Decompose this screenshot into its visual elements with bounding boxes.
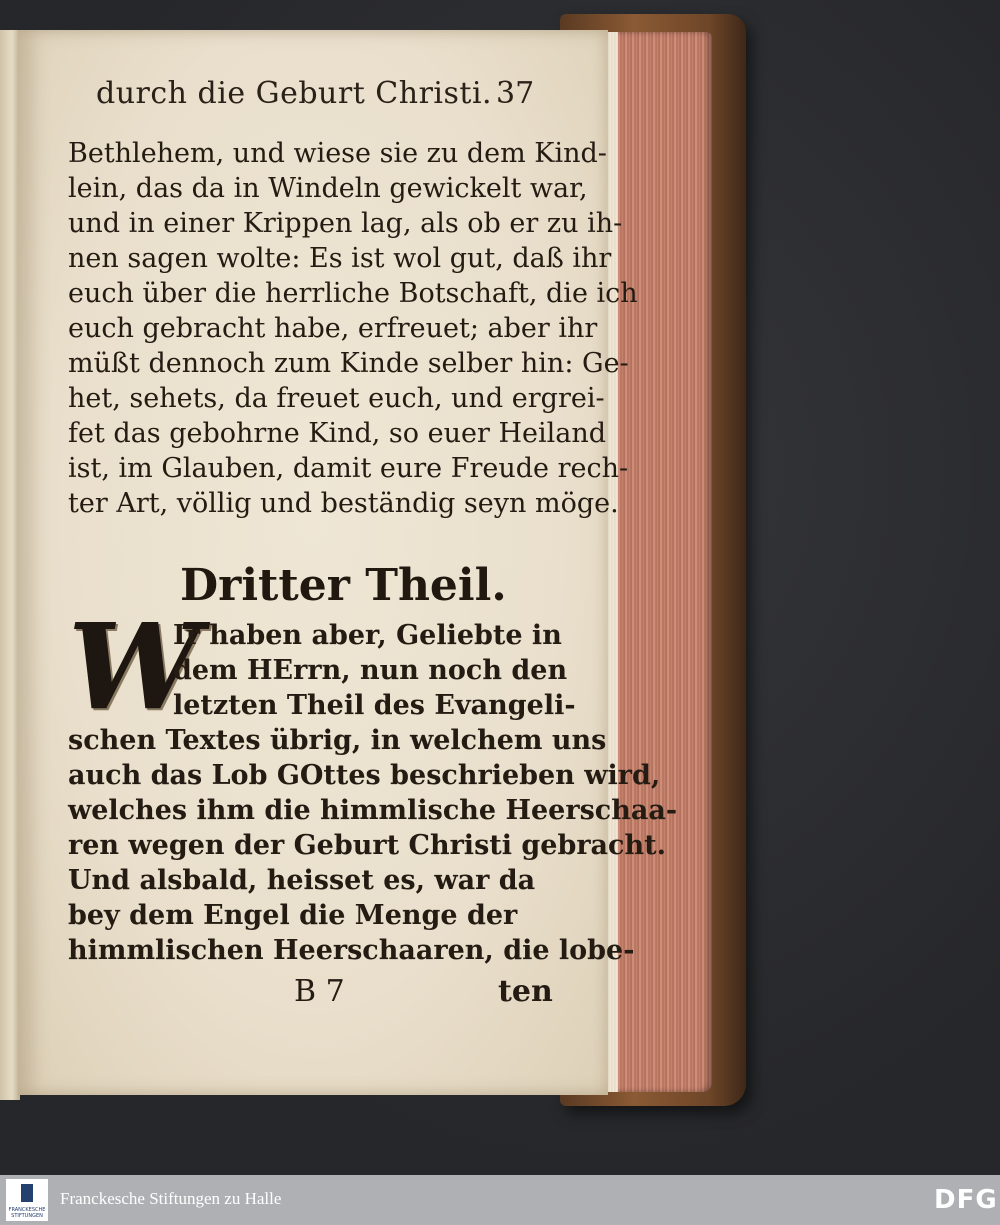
page-edges xyxy=(600,32,712,1092)
book-page xyxy=(18,30,678,1095)
text-line: euch gebracht habe, erfreuet; aber ihr xyxy=(68,313,598,344)
left-page-edge xyxy=(0,30,20,1100)
logo-text: FRANCKESCHE STIFTUNGEN xyxy=(8,1207,46,1219)
text-line: lein, das da in Windeln gewickelt war, xyxy=(68,173,588,204)
text-line: euch über die herrliche Botschaft, die ich xyxy=(68,278,638,309)
text-line: und in einer Krippen lag, als ob er zu ih- xyxy=(68,208,623,239)
section-heading: Dritter Theil. xyxy=(180,560,507,611)
text-line: ist, im Glauben, damit eure Freude rech- xyxy=(68,453,629,484)
text-line: bey dem Engel die Menge der xyxy=(68,900,518,931)
text-line: Bethlehem, und wiese sie zu dem Kind- xyxy=(68,138,607,169)
page-number: 37 xyxy=(496,76,535,111)
text-line: dem HErrn, nun noch den xyxy=(173,655,568,686)
text-line: letzten Theil des Evangeli- xyxy=(173,690,576,721)
text-line: nen sagen wolte: Es ist wol gut, daß ihr xyxy=(68,243,612,274)
text-line: het, sehets, da freuet euch, und ergrei- xyxy=(68,383,605,414)
text-line: fet das gebohrne Kind, so euer Heiland xyxy=(68,418,607,449)
dfg-logo[interactable]: DFG xyxy=(934,1185,998,1215)
text-line: welches ihm die himmlische Heerschaa- xyxy=(68,795,678,826)
institution-link[interactable]: Franckesche Stiftungen zu Halle xyxy=(60,1189,282,1208)
catchword: ten xyxy=(498,974,553,1009)
running-head: durch die Geburt Christi. xyxy=(96,76,493,111)
text-line: Ir haben aber, Geliebte in xyxy=(173,620,562,651)
text-line: müßt dennoch zum Kinde selber hin: Ge- xyxy=(68,348,629,379)
text-line: himmlischen Heerschaaren, die lobe- xyxy=(68,935,635,966)
text-line: schen Textes übrig, in welchem uns xyxy=(68,725,607,756)
text-line: ter Art, völlig und beständig seyn möge. xyxy=(68,488,619,519)
signature-mark: B 7 xyxy=(294,974,345,1009)
institution-logo-icon[interactable] xyxy=(6,1179,48,1221)
text-line: auch das Lob GOttes beschrieben wird, xyxy=(68,760,661,791)
text-line: ren wegen der Geburt Christi gebracht. xyxy=(68,830,666,861)
drop-cap: W xyxy=(68,597,201,736)
text-line: Und alsbald, heisset es, war da xyxy=(68,865,536,896)
viewer-footer xyxy=(0,1175,1000,1225)
